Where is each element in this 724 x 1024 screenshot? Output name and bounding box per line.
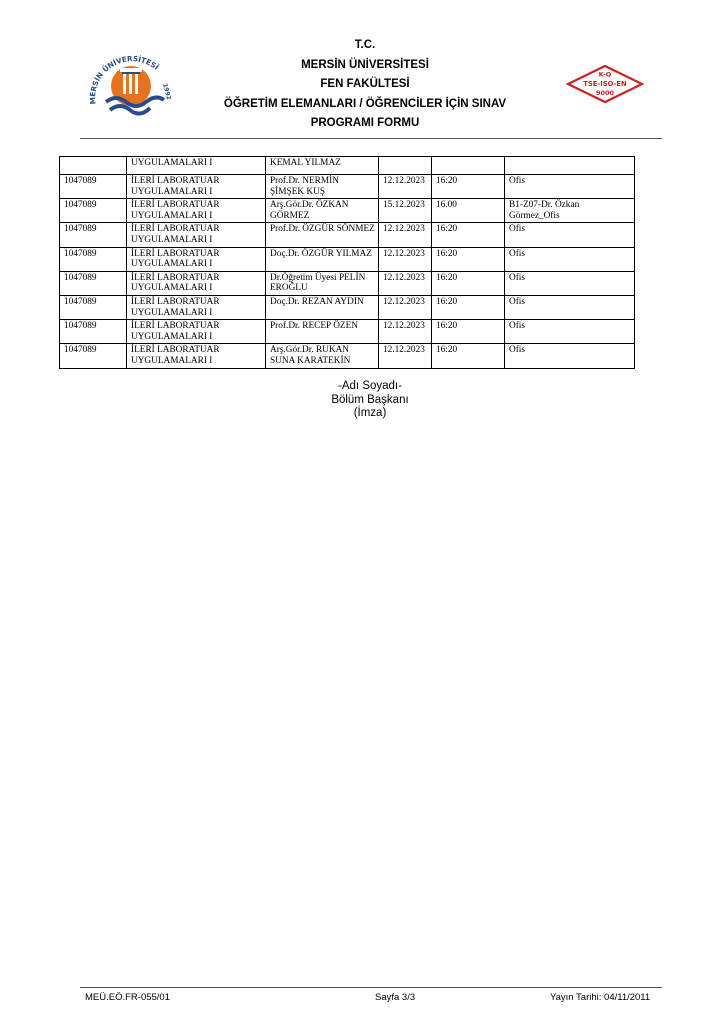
instructor-cell: Prof.Dr. RECEP ÖZEN: [266, 320, 379, 344]
signature-name: -Adı Soyadı-: [338, 380, 402, 392]
exam-date-cell: [379, 157, 432, 175]
logo-year: 1992: [161, 82, 173, 101]
course-name-cell: İLERİ LABORATUAR UYGULAMALARI I: [127, 320, 266, 344]
header-line-tc: T.C.: [354, 39, 376, 51]
exam-time-cell: 16:20: [432, 320, 505, 344]
course-name-cell: İLERİ LABORATUAR UYGULAMALARI I: [127, 247, 266, 271]
table-row: [60, 344, 635, 368]
exam-location-cell: [505, 157, 635, 175]
exam-location-cell: Ofis: [505, 344, 635, 368]
instructor-cell: Prof.Dr. ÖZGÜR SÖNMEZ: [266, 223, 379, 247]
table-row: [60, 223, 635, 247]
footer-page-number: Sayfa 3/3: [375, 992, 416, 1003]
instructor-cell: Arş.Gör.Dr. ÖZKAN GÖRMEZ: [266, 199, 379, 223]
logo-9000: 9000: [595, 89, 615, 97]
exam-time-cell: 16:20: [432, 247, 505, 271]
course-code-cell: 1047089: [60, 175, 127, 199]
header-line-form-subtitle: PROGRAMI FORMU: [310, 117, 420, 129]
header-line-form-title: ÖĞRETİM ELEMANLARI / ÖĞRENCİLER İÇİN SINAV: [223, 97, 507, 110]
instructor-cell: Prof.Dr. NERMİN ŞİMŞEK KUŞ: [266, 175, 379, 199]
exam-date-cell: 12.12.2023: [379, 175, 432, 199]
table-row: [60, 157, 635, 175]
exam-time-cell: 16:20: [432, 175, 505, 199]
exam-time-cell: 16:20: [432, 223, 505, 247]
table-row: [60, 295, 635, 319]
university-logo: [84, 44, 176, 120]
footer-divider: [80, 987, 662, 988]
exam-location-cell: Ofis: [505, 175, 635, 199]
signature-sign: (İmza): [353, 407, 387, 419]
table-row: [60, 271, 635, 295]
course-name-cell: İLERİ LABORATUAR UYGULAMALARI I: [127, 199, 266, 223]
exam-date-cell: 12.12.2023: [379, 247, 432, 271]
exam-location-cell: Ofis: [505, 247, 635, 271]
exam-date-cell: 12.12.2023: [379, 344, 432, 368]
exam-time-cell: [432, 157, 505, 175]
course-code-cell: [60, 157, 127, 175]
instructor-cell: Doç.Dr. REZAN AYDIN: [266, 295, 379, 319]
table-row: [60, 320, 635, 344]
signature-title: Bölüm Başkanı: [331, 393, 409, 406]
exam-schedule-table: [59, 156, 635, 369]
instructor-cell: Doç.Dr. ÖZGÜR YILMAZ: [266, 247, 379, 271]
table-row: [60, 175, 635, 199]
logo-tse: TSE-ISO-EN: [583, 80, 627, 88]
exam-location-cell: Ofis: [505, 320, 635, 344]
course-code-cell: 1047089: [60, 271, 127, 295]
instructor-cell: Arş.Gör.Dr. RUKAN SUNA KARATEKİN: [266, 344, 379, 368]
exam-date-cell: 12.12.2023: [379, 320, 432, 344]
course-name-cell: İLERİ LABORATUAR UYGULAMALARI I: [127, 295, 266, 319]
exam-location-cell: B1-Z07-Dr. Özkan Görmez_Ofis: [505, 199, 635, 223]
exam-time-cell: 16:20: [432, 295, 505, 319]
course-code-cell: 1047089: [60, 223, 127, 247]
logo-ring-text: MERSİN ÜNİVERSİTESİ: [87, 54, 161, 105]
exam-date-cell: 15.12.2023: [379, 199, 432, 223]
course-code-cell: 1047089: [60, 320, 127, 344]
signature-block: [270, 380, 470, 421]
exam-time-cell: 16:20: [432, 271, 505, 295]
course-name-cell: İLERİ LABORATUAR UYGULAMALARI I: [127, 344, 266, 368]
exam-time-cell: 16:20: [432, 344, 505, 368]
exam-location-cell: Ofis: [505, 295, 635, 319]
footer-doc-code: MEÜ.EÖ.FR-055/01: [85, 992, 170, 1003]
course-name-cell: İLERİ LABORATUAR UYGULAMALARI I: [127, 223, 266, 247]
course-code-cell: 1047089: [60, 344, 127, 368]
course-name-cell: İLERİ LABORATUAR UYGULAMALARI I: [127, 271, 266, 295]
exam-date-cell: 12.12.2023: [379, 295, 432, 319]
instructor-cell: Dr.Öğretim Üyesi PELİN EROĞLU: [266, 271, 379, 295]
logo-kq: K-Q: [598, 70, 612, 79]
header-line-university: MERSİN ÜNİVERSİTESİ: [301, 58, 429, 71]
footer-publish-date: Yayın Tarihi: 04/11/2011: [550, 992, 651, 1003]
header-divider: [80, 138, 662, 139]
course-code-cell: 1047089: [60, 247, 127, 271]
instructor-cell: KEMAL YILMAZ: [266, 157, 379, 175]
header-line-faculty: FEN FAKÜLTESİ: [320, 78, 410, 90]
table-row: [60, 247, 635, 271]
course-code-cell: 1047089: [60, 295, 127, 319]
exam-date-cell: 12.12.2023: [379, 271, 432, 295]
course-code-cell: 1047089: [60, 199, 127, 223]
exam-time-cell: 16.00: [432, 199, 505, 223]
table-row: [60, 199, 635, 223]
exam-location-cell: Ofis: [505, 271, 635, 295]
course-name-cell: UYGULAMALARI I: [127, 157, 266, 175]
exam-location-cell: Ofis: [505, 223, 635, 247]
document-header: [170, 36, 560, 134]
course-name-cell: İLERİ LABORATUAR UYGULAMALARI I: [127, 175, 266, 199]
exam-date-cell: 12.12.2023: [379, 223, 432, 247]
tse-iso-logo: [566, 64, 644, 104]
